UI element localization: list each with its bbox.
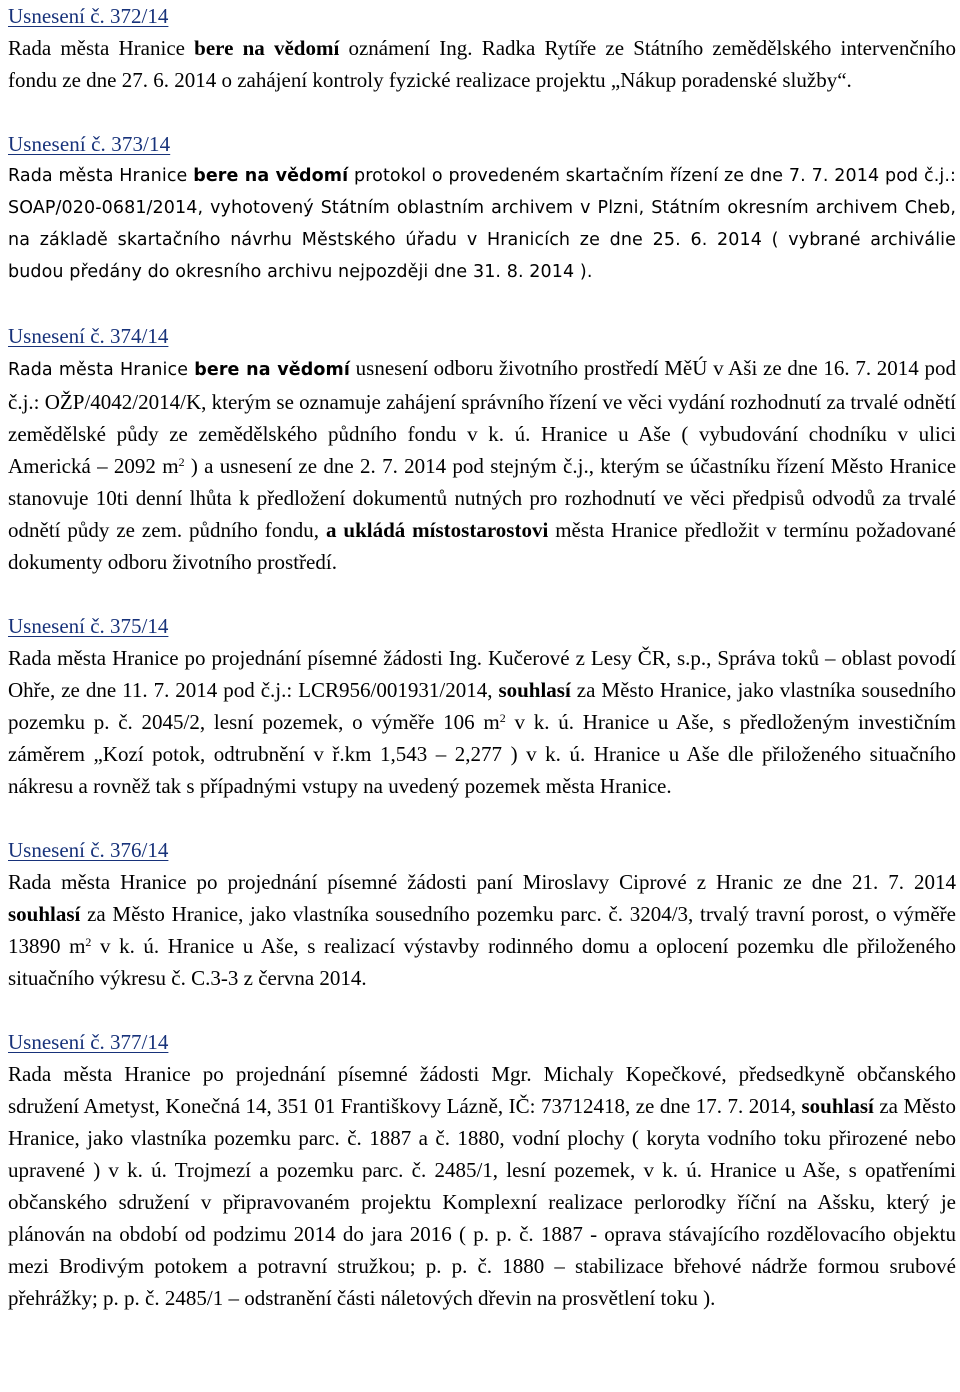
resolution-heading: Usnesení č. 374/14 xyxy=(8,324,169,348)
superscript: 2 xyxy=(499,711,506,725)
resolution-text xyxy=(8,866,956,994)
text-run: v k. ú. Hranice u Aše, s předloženým investičním záměrem „Kozí potok, odtrubnění v ř.km 1,543 – 2,277 ) v k. ú. Hranice u Aše dle přiloženého situačního nákresu a rovněž tak s případnými vstupy na uvedený pozemek města Hranice. xyxy=(8,710,956,798)
resolution-376 xyxy=(8,834,956,994)
text-run: usnesení odboru životního prostředí MěÚ v Aši ze dne 16. 7. 2014 pod č.j.: OŽP/4042/2014/K, kterým se oznamuje zahájení správního řízení ve věci vydání rozhodnutí za trvalé odnětí zemědělské půdy ze zemědělského půdního fondu v k. ú. Hranice u Aše ( vybudování chodníku v ulici Americká – 2092 m xyxy=(8,356,956,478)
resolution-text xyxy=(8,352,956,578)
bold-run: bere na vědomí xyxy=(194,36,340,60)
text-run: Rada města Hranice xyxy=(8,36,195,60)
text-run: oznámení Ing. Radka Rytíře ze Státního zemědělského intervenčního fondu ze dne 27. 6. 2014 o zahájení kontroly fyzické realizace projektu „Nákup poradenské služby“. xyxy=(8,36,956,92)
text-run: Rada města Hranice po projednání písemné žádosti Ing. Kučerové z Lesy ČR, s.p., Správa toků – oblast povodí Ohře, ze dne 11. 7. 2014 pod č.j.: LCR956/001931/2014, xyxy=(8,646,956,702)
bold-run: bere na vědomí xyxy=(194,360,350,380)
text-run: za Město Hranice, jako vlastníka sousedního pozemku parc. č. 3204/3, trvalý travní porost, o výměře 13890 m xyxy=(8,902,956,958)
text-run: Rada města Hranice xyxy=(8,166,194,186)
resolution-373 xyxy=(8,128,956,288)
resolution-heading: Usnesení č. 377/14 xyxy=(8,1030,169,1054)
text-run: Rada města Hranice po projednání písemné žádosti paní Miroslavy Ciprové z Hranic ze dne 21. 7. 2014 xyxy=(8,870,956,894)
text-run: Rada města Hranice po projednání písemné žádosti Mgr. Michaly Kopečkové, předsedkyně občanského sdružení Ametyst, Konečná 14, 351 01 Františkovy Lázně, IČ: 73712418, ze dne 17. 7. 2014, xyxy=(8,1062,956,1118)
bold-run: a ukládá místostarostovi xyxy=(325,518,549,542)
resolution-377 xyxy=(8,1026,956,1314)
resolution-heading: Usnesení č. 373/14 xyxy=(8,132,171,156)
resolution-text xyxy=(8,1058,956,1314)
resolution-374 xyxy=(8,320,956,578)
text-run: v k. ú. Hranice u Aše, s realizací výstavby rodinného domu a oplocení pozemku dle přiloženého situačního výkresu č. C.3-3 z června 2014. xyxy=(8,934,956,990)
text-run: za Město Hranice, jako vlastníka pozemku parc. č. 1887 a č. 1880, vodní plochy ( koryta vodního toku přirozené nebo upravené ) v k. ú. Trojmezí a pozemku parc. č. 2485/1, lesní pozemek, v k. ú. Hranice u Aše, s opatřeními občanského sdružení v připravovaném projektu Komplexní realizace perlorodky říční na Ašsku, který je plánován na období od podzimu 2014 do jara 2016 ( p. p. č. 1887 - oprava stávajícího rozdělovacího objektu mezi Brodivým potokem a potravní stružkou; p. p. č. 1880 – stabilizace břehové nádrže formou srubové přehrážky; p. p. č. 2485/1 – odstranění části náletových dřevin na prosvětlení toku ). xyxy=(8,1094,956,1310)
resolution-heading: Usnesení č. 372/14 xyxy=(8,4,169,28)
resolution-372 xyxy=(8,0,956,96)
resolution-heading: Usnesení č. 375/14 xyxy=(8,614,169,638)
resolution-heading: Usnesení č. 376/14 xyxy=(8,838,169,862)
resolution-375 xyxy=(8,610,956,802)
resolution-text xyxy=(8,32,956,96)
text-run: za Město Hranice, jako vlastníka sousedního pozemku p. č. 2045/2, lesní pozemek, o výměře 106 m xyxy=(8,678,956,734)
superscript: 2 xyxy=(178,455,185,469)
bold-run: souhlasí xyxy=(801,1094,874,1118)
text-run: Rada města Hranice xyxy=(8,360,195,380)
bold-run: bere na vědomí xyxy=(193,166,349,186)
text-run: města Hranice předložit v termínu požadované dokumenty odboru životního prostředí. xyxy=(8,518,956,574)
bold-run: souhlasí xyxy=(8,902,81,926)
text-run: protokol o provedeném skartačním řízení ze dne 7. 7. 2014 pod č.j.: SOAP/020-0681/2014, vyhotovený Státním oblastním archivem v Plzni, Státním okresním archivem Cheb, na základě skartačního návrhu Městského úřadu v Hranicích ze dne 25. 6. 2014 ( vybrané archiválie budou předány do okresního archivu nejpozději dne 31. 8. 2014 ). xyxy=(8,166,956,282)
text-run: ) a usnesení ze dne 2. 7. 2014 pod stejným č.j., kterým se účastníku řízení Město Hranice stanovuje 10ti denní lhůta k předložení dokumentů nutných pro rozhodnutí ve věci předpisů odvodů za trvalé odnětí půdy ze zem. půdního fondu, xyxy=(8,454,957,542)
resolution-text xyxy=(8,160,956,288)
resolution-text xyxy=(8,642,956,802)
superscript: 2 xyxy=(85,935,92,949)
bold-run: souhlasí xyxy=(498,678,571,702)
